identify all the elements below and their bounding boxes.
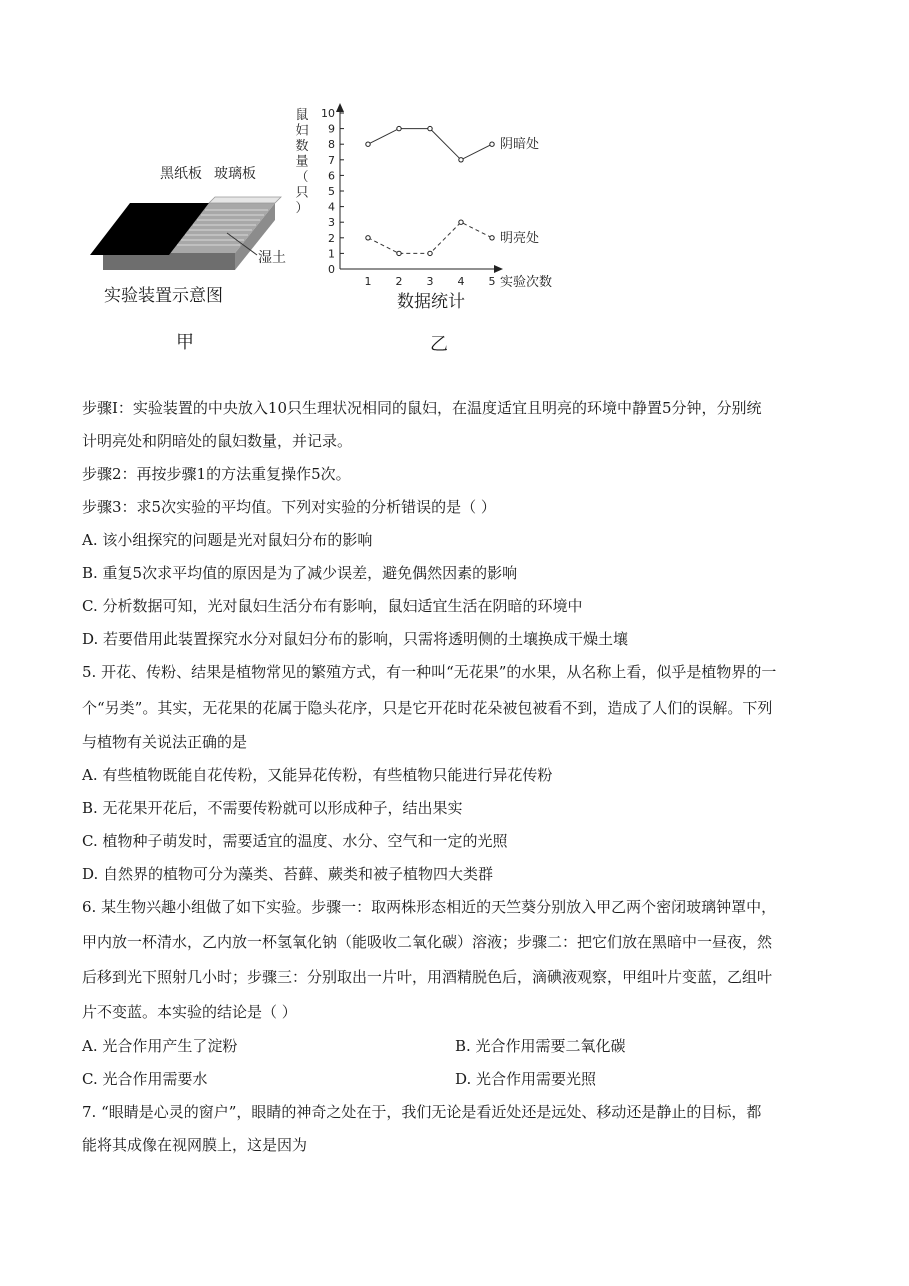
y-tick-label: 10 bbox=[321, 107, 335, 120]
q4-step3: 步骤3：求5次实验的平均值。下列对实验的分析错误的是（ ） bbox=[82, 498, 496, 516]
q5-option-d: D. 自然界的植物可分为藻类、苔藓、蕨类和被子植物四大类群 bbox=[82, 865, 494, 883]
chart-caption: 数据统计 bbox=[397, 292, 465, 312]
series-point-0 bbox=[397, 126, 401, 130]
q4-step1-line2: 计明亮处和阴暗处的鼠妇数量，并记录。 bbox=[82, 432, 353, 450]
y-axis-arrow bbox=[336, 103, 344, 112]
x-tick-label: 1 bbox=[364, 275, 372, 288]
mouse-count-chart bbox=[290, 95, 570, 310]
y-axis-label-char: 数 bbox=[295, 139, 309, 154]
y-tick-label: 6 bbox=[328, 169, 335, 183]
q5-option-b: B. 无花果开花后，不需要传粉就可以形成种子，结出果实 bbox=[82, 799, 463, 817]
series-point-1 bbox=[428, 251, 432, 255]
q6-option-d: D. 光合作用需要光照 bbox=[455, 1070, 597, 1088]
y-tick-label: 0 bbox=[328, 263, 335, 276]
series-point-1 bbox=[459, 220, 463, 224]
q5-option-c: C. 植物种子萌发时，需要适宜的温度、水分、空气和一定的光照 bbox=[82, 832, 508, 850]
figure-area bbox=[0, 0, 909, 370]
label-black-board: 黑纸板 bbox=[160, 166, 202, 182]
y-axis-label-char: 量 bbox=[295, 154, 309, 170]
y-axis-label-char: 鼠 bbox=[295, 108, 309, 123]
glass-rim bbox=[209, 197, 281, 203]
figure-label-yi: 乙 bbox=[430, 334, 448, 355]
y-tick-label: 3 bbox=[328, 216, 335, 230]
q4-step2: 步骤2：再按步骤1的方法重复操作5次。 bbox=[82, 465, 351, 483]
series-label-0: 阴暗处 bbox=[500, 137, 540, 153]
q4-option-d: D. 若要借用此装置探究水分对鼠妇分布的影响，只需将透明侧的土壤换成干燥土壤 bbox=[82, 630, 629, 648]
y-axis-label-char: 妇 bbox=[295, 123, 309, 139]
series-point-0 bbox=[490, 142, 494, 146]
q5-stem-line3: 与植物有关说法正确的是 bbox=[82, 733, 248, 751]
chart-series bbox=[366, 126, 539, 255]
q6-option-a: A. 光合作用产生了淀粉 bbox=[82, 1037, 238, 1055]
series-point-0 bbox=[459, 158, 463, 162]
x-tick-label: 4 bbox=[457, 275, 465, 288]
y-tick-label: 2 bbox=[328, 231, 335, 245]
q4-option-a: A. 该小组探究的问题是光对鼠妇分布的影响 bbox=[82, 531, 373, 549]
q6-stem-line4: 片不变蓝。本实验的结论是（ ） bbox=[82, 1003, 297, 1021]
x-tick-label: 2 bbox=[395, 275, 403, 288]
series-point-1 bbox=[366, 236, 370, 240]
x-tick-label: 5 bbox=[488, 275, 496, 288]
q7-stem-line2: 能将其成像在视网膜上，这是因为 bbox=[82, 1136, 308, 1154]
q7-stem-line1: 7. “眼睛是心灵的窗户”，眼睛的神奇之处在于，我们无论是看近处还是远处、移动还是静止的目标，都 bbox=[82, 1103, 762, 1121]
y-tick-label: 5 bbox=[328, 185, 335, 198]
y-tick-label: 1 bbox=[328, 247, 335, 261]
q5-option-a: A. 有些植物既能自花传粉，又能异花传粉，有些植物只能进行异花传粉 bbox=[82, 766, 553, 784]
apparatus-caption: 实验装置示意图 bbox=[104, 286, 223, 306]
y-tick-label: 9 bbox=[328, 122, 335, 136]
box-front-face bbox=[103, 253, 235, 270]
series-label-1: 明亮处 bbox=[500, 230, 540, 246]
x-tick-label: 3 bbox=[426, 275, 434, 288]
y-axis-label-char: 只 bbox=[295, 185, 309, 201]
label-wet-soil: 湿土 bbox=[258, 250, 286, 266]
y-tick-label: 8 bbox=[328, 138, 335, 152]
q5-stem-line1: 5. 开花、传粉、结果是植物常见的繁殖方式，有一种叫“无花果”的水果，从名称上看，似乎是植物界的一 bbox=[82, 663, 777, 681]
series-line-1 bbox=[368, 222, 492, 253]
q4-step1-line1: 步骤I：实验装置的中央放入10只生理状况相同的鼠妇，在温度适宜且明亮的环境中静置5分钟，分别统 bbox=[82, 399, 762, 417]
series-point-1 bbox=[490, 236, 494, 240]
y-axis-label-char: ） bbox=[295, 201, 309, 216]
series-point-0 bbox=[366, 142, 370, 146]
series-point-0 bbox=[428, 126, 432, 130]
label-glass-board: 玻璃板 bbox=[214, 166, 256, 182]
q4-option-b: B. 重复5次求平均值的原因是为了减少误差，避免偶然因素的影响 bbox=[82, 564, 518, 582]
series-point-1 bbox=[397, 251, 401, 255]
q6-stem-line3: 后移到光下照射几小时；步骤三：分别取出一片叶，用酒精脱色后，滴碘液观察，甲组叶片变蓝，乙组叶 bbox=[82, 968, 773, 986]
q6-option-b: B. 光合作用需要二氧化碳 bbox=[455, 1037, 626, 1055]
figure-label-jia: 甲 bbox=[176, 332, 194, 353]
chart-y-ticks bbox=[321, 107, 344, 276]
y-tick-label: 7 bbox=[328, 153, 335, 167]
chart-x-axis-label: 实验次数 bbox=[500, 275, 553, 290]
y-axis-label-char: （ bbox=[295, 170, 309, 185]
series-line-0 bbox=[368, 129, 492, 160]
y-tick-label: 4 bbox=[328, 200, 335, 214]
q5-stem-line2: 个“另类”。其实，无花果的花属于隐头花序，只是它开花时花朵被包被看不到，造成了人们的误解。下列 bbox=[82, 699, 773, 717]
q6-stem-line1: 6. 某生物兴趣小组做了如下实验。步骤一：取两株形态相近的天竺葵分别放入甲乙两个密闭玻璃钟罩中， bbox=[82, 898, 777, 916]
q6-option-c: C. 光合作用需要水 bbox=[82, 1070, 208, 1088]
x-axis-arrow bbox=[494, 265, 503, 273]
q4-option-c: C. 分析数据可知，光对鼠妇生活分布有影响，鼠妇适宜生活在阴暗的环境中 bbox=[82, 597, 583, 615]
q6-stem-line2: 甲内放一杯清水，乙内放一杯氢氧化钠（能吸收二氧化碳）溶液；步骤二：把它们放在黑暗中一昼夜，然 bbox=[82, 933, 773, 951]
chart-y-axis-label bbox=[295, 108, 308, 216]
